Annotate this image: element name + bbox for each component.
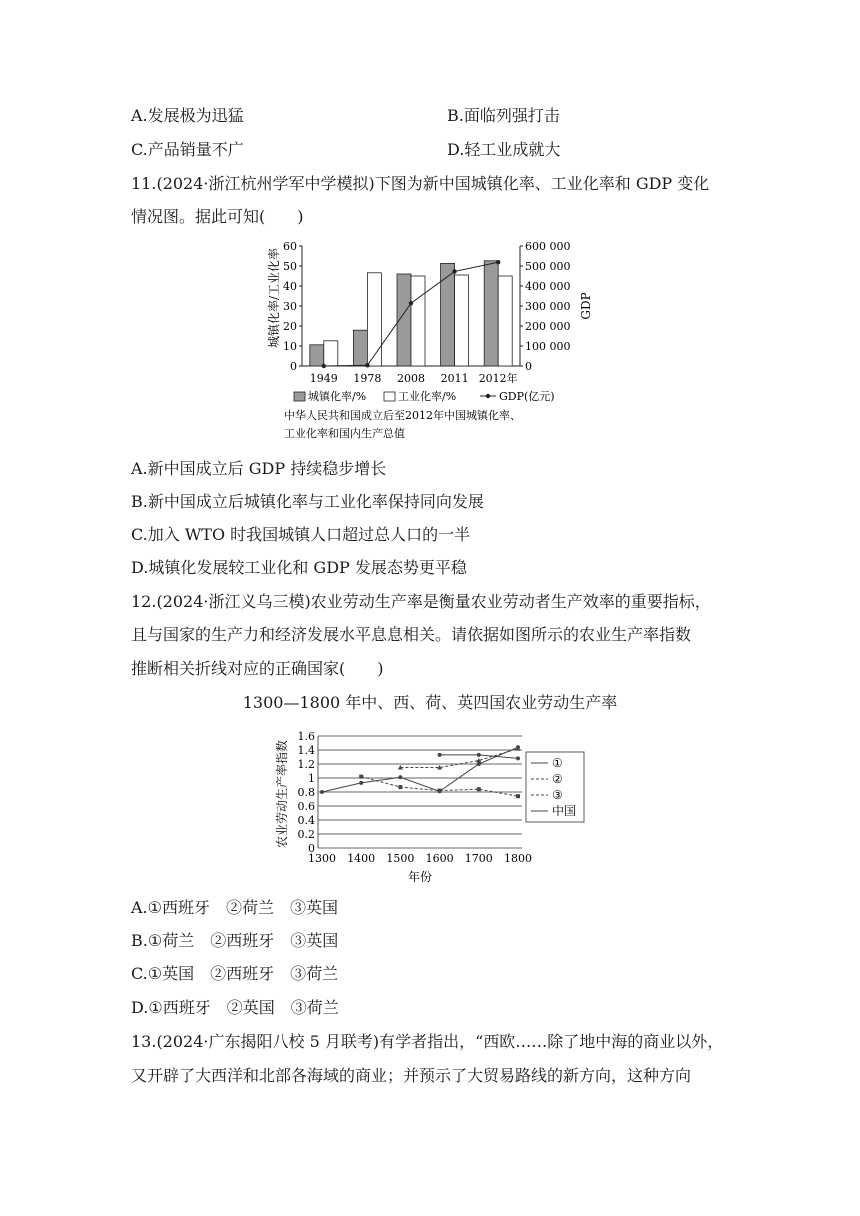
q12-stem-line2: 且与国家的生产力和经济发展水平息息相关。请依据如图所示的农业生产率指数 — [131, 625, 692, 644]
chart2-x-tick-label: 1700 — [464, 852, 493, 865]
chart2-y-tick-label: 1.4 — [297, 744, 315, 757]
series-line-中国 — [322, 747, 518, 792]
q11-stem-line1: 11.(2024·浙江杭州学军中学模拟)下图为新中国城镇化率、工业化率和 GDP 变化 — [131, 174, 710, 193]
series-point-中国 — [320, 790, 324, 794]
q12-chart-title: 1300—1800 年中、西、荷、英四国农业劳动生产率 — [242, 693, 618, 712]
gdp-point — [409, 301, 413, 305]
industry-bar — [367, 273, 381, 366]
industry-bar — [324, 341, 338, 366]
legend-gdp-label: GDP(亿元) — [499, 390, 555, 403]
q12-option-d: D.①西班牙 ②英国 ③荷兰 — [131, 998, 339, 1017]
q12-stem-line3: 推断相关折线对应的正确国家( ) — [131, 659, 384, 678]
chart1-left-tick-label: 0 — [290, 360, 297, 373]
series-point-① — [516, 756, 520, 760]
chart1-left-tick-label: 20 — [283, 320, 297, 333]
chart2-y-tick-label: 0 — [308, 842, 315, 855]
legend-industry-swatch — [384, 392, 395, 401]
q11-option-c: C.加入 WTO 时我国城镇人口超过总人口的一半 — [131, 525, 471, 544]
chart2-y-label: 农业劳动生产率指数 — [275, 739, 289, 849]
q12-option-c: C.①英国 ②西班牙 ③荷兰 — [131, 964, 339, 983]
q11-option-a: A.新中国成立后 GDP 持续稳步增长 — [131, 459, 387, 478]
legend-label-②: ② — [552, 772, 563, 786]
chart2-x-tick-label: 1500 — [386, 852, 415, 865]
series-point-① — [477, 753, 481, 757]
series-point-中国 — [359, 781, 363, 785]
chart1-caption-line2: 工业化率和国内生产总值 — [284, 427, 405, 440]
series-point-② — [398, 785, 402, 789]
legend-industry-label: 工业化率/% — [398, 390, 457, 403]
chart2-y-tick-label: 1.2 — [297, 758, 315, 771]
industry-bar — [411, 276, 425, 366]
chart1-x-tick-label: 1978 — [353, 372, 382, 385]
chart2-y-tick-label: 0.4 — [297, 814, 315, 827]
q10-option-c: C.产品销量不广 — [131, 140, 244, 159]
q13-stem-line2: 又开辟了大西洋和北部各海域的商业；并预示了大贸易路线的新方向，这种方向 — [131, 1066, 692, 1085]
chart2-x-label: 年份 — [407, 870, 433, 884]
q12-stem-line1: 12.(2024·浙江义乌三模)农业劳动生产率是衡量农业劳动者生产效率的重要指标， — [131, 592, 711, 611]
legend-urban-label: 城镇化率/% — [308, 390, 367, 403]
q10-option-d: D.轻工业成就大 — [447, 140, 561, 159]
chart1-x-tick-label: 2011 — [440, 372, 469, 385]
legend-label-③: ③ — [552, 788, 563, 802]
chart1-caption-line1: 中华人民共和国成立后至2012年中国城镇化率、 — [284, 409, 521, 422]
chart1-x-tick-label: 1949 — [309, 372, 338, 385]
chart1-right-tick-label: 100 000 — [525, 340, 571, 353]
series-point-② — [516, 794, 520, 798]
chart2-y-tick-label: 0.8 — [297, 786, 315, 799]
series-point-② — [477, 787, 481, 791]
legend-urban-swatch — [294, 392, 305, 401]
series-point-中国 — [438, 789, 442, 793]
chart2-y-tick-label: 0.6 — [297, 800, 315, 813]
gdp-point — [496, 260, 500, 264]
series-point-① — [438, 753, 442, 757]
chart1-right-tick-label: 300 000 — [525, 300, 571, 313]
urban-bar — [353, 330, 367, 366]
series-point-② — [359, 775, 363, 779]
chart1-y-right-label: GDP — [579, 292, 593, 320]
legend-gdp-marker — [486, 394, 490, 398]
chart2-x-tick-label: 1300 — [308, 852, 336, 865]
industry-bar — [498, 276, 512, 366]
chart1-left-tick-label: 10 — [283, 340, 297, 353]
gdp-point — [365, 363, 369, 367]
urbanization-gdp-chart — [262, 236, 602, 446]
gdp-point — [452, 269, 456, 273]
chart2-y-tick-label: 1.6 — [297, 730, 315, 743]
q11-option-b: B.新中国成立后城镇化率与工业化率保持同向发展 — [131, 492, 484, 511]
industry-bar — [455, 275, 469, 366]
q11-option-d: D.城镇化发展较工业化和 GDP 发展态势更平稳 — [131, 558, 467, 577]
agri-productivity-chart — [274, 728, 594, 888]
chart1-right-tick-label: 500 000 — [525, 260, 571, 273]
legend-label-①: ① — [552, 756, 563, 770]
chart1-left-tick-label: 30 — [283, 300, 297, 313]
q10-option-a: A.发展极为迅猛 — [131, 106, 244, 125]
chart2-x-tick-label: 1600 — [425, 852, 454, 865]
chart1-right-tick-label: 400 000 — [525, 280, 571, 293]
q11-stem-line2: 情况图。据此可知( ) — [131, 207, 304, 226]
q10-option-b: B.面临列强打击 — [447, 106, 560, 125]
chart1-left-tick-label: 40 — [283, 280, 297, 293]
chart1-left-tick-label: 50 — [283, 260, 297, 273]
series-point-中国 — [477, 762, 481, 766]
urban-bar — [441, 263, 455, 366]
chart1-left-tick-label: 60 — [283, 240, 297, 253]
chart1-x-tick-label: 2008 — [397, 372, 425, 385]
chart1-right-tick-label: 600 000 — [525, 240, 571, 253]
q12-option-b: B.①荷兰 ②西班牙 ③英国 — [131, 931, 339, 950]
legend-label-中国: 中国 — [552, 804, 577, 818]
series-point-中国 — [398, 775, 402, 779]
gdp-point — [322, 364, 326, 368]
urban-bar — [484, 261, 498, 366]
series-point-中国 — [516, 745, 520, 749]
series-line-③ — [400, 749, 518, 768]
q12-option-a: A.①西班牙 ②荷兰 ③英国 — [131, 898, 338, 917]
chart2-x-tick-label: 1800 — [504, 852, 532, 865]
chart2-y-tick-label: 1 — [308, 772, 315, 785]
chart2-x-tick-label: 1400 — [347, 852, 376, 865]
chart1-y-left-label: 城镇化率/工业化率 — [267, 247, 281, 349]
q13-stem-line1: 13.(2024·广东揭阳八校 5 月联考)有学者指出，“西欧……除了地中海的商业以外， — [131, 1032, 724, 1051]
chart2-y-tick-label: 0.2 — [297, 828, 315, 841]
chart1-x-tick-label: 2012年 — [478, 372, 518, 385]
chart1-right-tick-label: 200 000 — [525, 320, 571, 333]
urban-bar — [310, 345, 324, 366]
chart1-right-tick-label: 0 — [525, 360, 532, 373]
